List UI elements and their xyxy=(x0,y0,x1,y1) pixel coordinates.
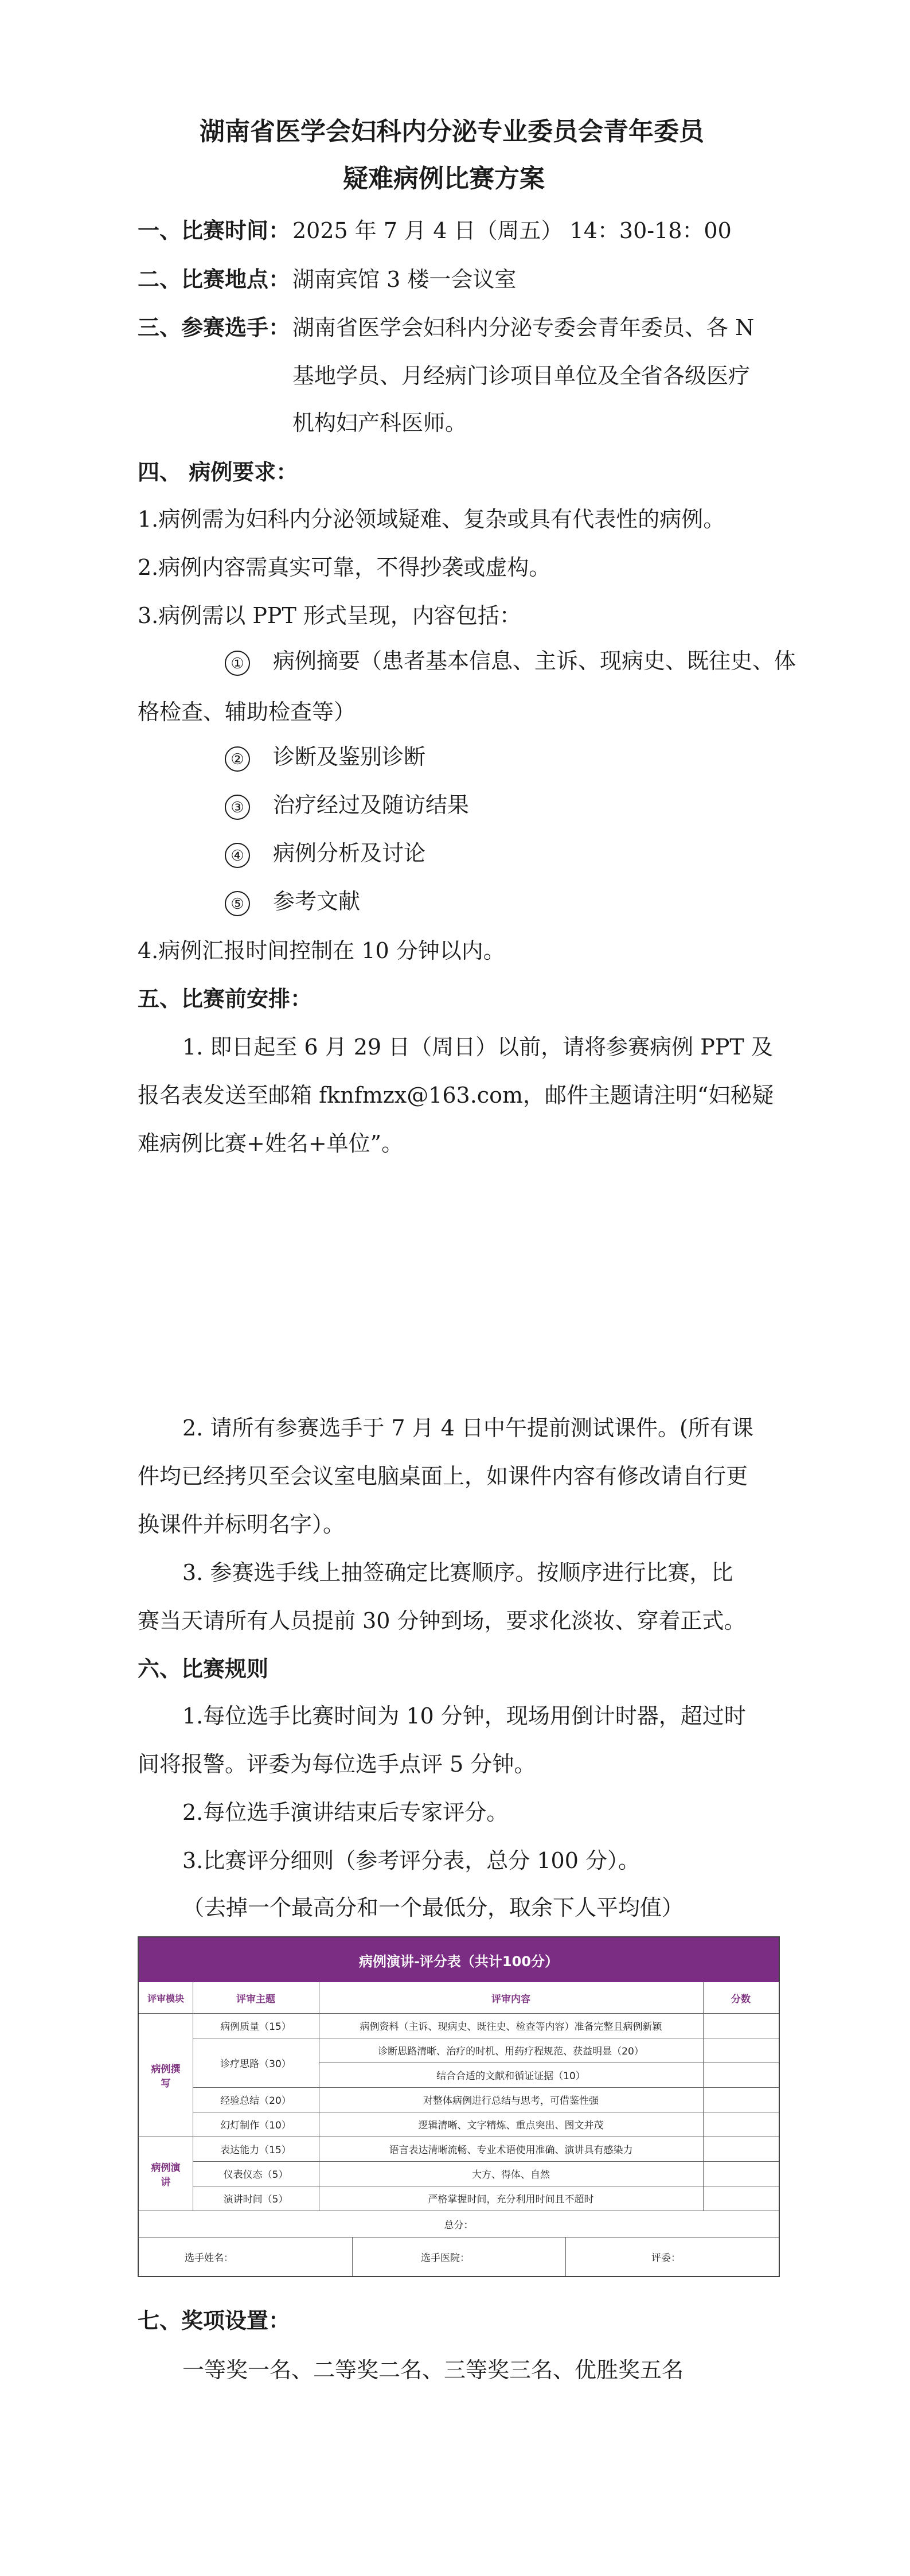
topic-cell: 幻灯制作（10） xyxy=(220,2120,291,2131)
pre-paragraph-line: 换课件并标明名字）。 xyxy=(138,1512,345,1537)
footer-judge: 评委： xyxy=(651,2252,681,2264)
rule-line: 1.每位选手比赛时间为 10 分钟，现场用倒计时器，超过时 xyxy=(182,1703,746,1729)
place-value: 湖南宾馆 3 楼一会议室 xyxy=(292,267,517,292)
sub-item-number: ③ xyxy=(225,795,250,820)
rule-line: 2.每位选手演讲结束后专家评分。 xyxy=(182,1800,509,1825)
content-cell: 逻辑清晰、文字精炼、重点突出、图文并茂 xyxy=(418,2120,604,2131)
awards-heading: 七、奖项设置： xyxy=(138,2308,291,2333)
topic-cell: 诊疗思路（30） xyxy=(220,2058,291,2070)
topic-cell: 经验总结（20） xyxy=(220,2095,291,2107)
requirement-item: 1.病例需为妇科内分泌领域疑难、复杂或具有代表性的病例。 xyxy=(138,507,725,532)
sub-item-text: 治疗经过及随访结果 xyxy=(273,792,470,818)
footer-hospital: 选手医院： xyxy=(421,2252,470,2264)
rule-line: 间将报警。评委为每位选手点评 5 分钟。 xyxy=(138,1752,536,1777)
pre-paragraph-line: 1. 即日起至 6 月 29 日（周日）以前，请将参赛病例 PPT 及 xyxy=(182,1034,773,1060)
header-content: 评审内容 xyxy=(491,1993,530,2005)
sub-item-continuation: 格检查、辅助检查等） xyxy=(138,699,356,725)
sub-item-text: 病例摘要（患者基本信息、主诉、现病史、既往史、体 xyxy=(273,648,796,674)
requirement-item: 3.病例需以 PPT 形式呈现，内容包括： xyxy=(138,603,521,628)
sub-item xyxy=(225,842,425,868)
content-cell: 对整体病例进行总结与思考，可借鉴性强 xyxy=(423,2095,599,2107)
sub-item xyxy=(225,890,360,916)
score-table-title: 病例演讲-评分表（共计100分） xyxy=(139,1937,779,1982)
sub-item xyxy=(225,794,469,820)
content-cell: 语言表达清晰流畅、专业术语使用准确、演讲具有感染力 xyxy=(389,2145,633,2156)
topic-cell: 仪表仪态（5） xyxy=(223,2169,288,2181)
pre-paragraph-line: 赛当天请所有人员提前 30 分钟到场，要求化淡妆、穿着正式。 xyxy=(138,1608,746,1633)
pre-heading: 五、比赛前安排： xyxy=(138,986,313,1011)
header-topic: 评审主题 xyxy=(236,1993,275,2005)
pre-paragraph-line: 难病例比赛+姓名+单位”。 xyxy=(138,1131,404,1156)
topic-cell: 演讲时间（5） xyxy=(223,2194,288,2205)
participants-line: 基地学员、月经病门诊项目单位及全省各级医疗 xyxy=(292,363,751,388)
module-case-speech: 病例演讲 xyxy=(151,2162,181,2188)
module-case-writing: 病例撰写 xyxy=(151,2063,181,2089)
sub-item-text: 病例分析及讨论 xyxy=(273,840,426,866)
participants-label: 三、参赛选手： xyxy=(138,315,291,340)
requirement-item: 2.病例内容需真实可靠，不得抄袭或虚构。 xyxy=(138,555,551,580)
requirements-heading: 四、 病例要求： xyxy=(138,460,298,485)
participants-line: 湖南省医学会妇科内分泌专委会青年委员、各 N xyxy=(292,315,755,340)
sub-item-number: ⑤ xyxy=(225,891,250,916)
pre-paragraph-line: 3. 参赛选手线上抽签确定比赛顺序。按顺序进行比赛，比 xyxy=(182,1560,733,1585)
sub-item-number: ① xyxy=(225,651,250,676)
pre-paragraph-line: 报名表发送至邮箱 fknfmzx@163.com，邮件主题请注明“妇秘疑 xyxy=(138,1083,774,1108)
topic-cell: 表达能力（15） xyxy=(220,2145,291,2156)
rule-line: 3.比赛评分细则（参考评分表，总分 100 分）。 xyxy=(182,1848,640,1873)
total-score: 总分： xyxy=(444,2219,474,2231)
score-table xyxy=(138,1936,780,2277)
content-cell: 大方、得体、自然 xyxy=(472,2169,550,2181)
participants-line: 机构妇产科医师。 xyxy=(292,410,467,435)
rules-heading: 六、比赛规则 xyxy=(138,1656,269,1682)
footer-name: 选手姓名： xyxy=(185,2252,233,2264)
content-cell: 诊断思路清晰、治疗的时机、用药疗程规范、获益明显（20） xyxy=(378,2046,644,2057)
content-cell: 严格掌握时间，充分利用时间且不超时 xyxy=(428,2194,594,2205)
content-cell: 结合合适的文献和循证证据（10） xyxy=(436,2071,585,2082)
pre-paragraph-line: 2. 请所有参赛选手于 7 月 4 日中午提前测试课件。(所有课 xyxy=(182,1415,753,1441)
sub-item xyxy=(225,746,425,772)
content-cell: 病例资料（主诉、现病史、既往史、检查等内容）准备完整且病例新颖 xyxy=(360,2021,662,2033)
time-value: 2025 年 7 月 4 日（周五） 14：30-18：00 xyxy=(292,218,732,243)
header-module: 评审模块 xyxy=(147,1993,184,2004)
requirement-item: 4.病例汇报时间控制在 10 分钟以内。 xyxy=(138,938,505,963)
rule-line: （去掉一个最高分和一个最低分，取余下人平均值） xyxy=(182,1895,684,1920)
header-score: 分数 xyxy=(731,1993,751,2005)
place-label: 二、比赛地点： xyxy=(138,267,291,292)
sub-item xyxy=(225,650,796,676)
sub-item-text: 诊断及鉴别诊断 xyxy=(273,744,426,769)
sub-item-number: ④ xyxy=(225,843,250,868)
sub-item-text: 参考文献 xyxy=(273,889,361,914)
sub-item-number: ② xyxy=(225,746,250,772)
awards-text: 一等奖一名、二等奖二名、三等奖三名、优胜奖五名 xyxy=(182,2357,684,2383)
page-title: 湖南省医学会妇科内分泌专业委员会青年委员 xyxy=(200,117,704,146)
time-label: 一、比赛时间： xyxy=(138,218,291,243)
pre-paragraph-line: 件均已经拷贝至会议室电脑桌面上，如课件内容有修改请自行更 xyxy=(138,1464,748,1489)
page-subtitle: 疑难病例比赛方案 xyxy=(343,164,545,193)
topic-cell: 病例质量（15） xyxy=(220,2021,291,2033)
